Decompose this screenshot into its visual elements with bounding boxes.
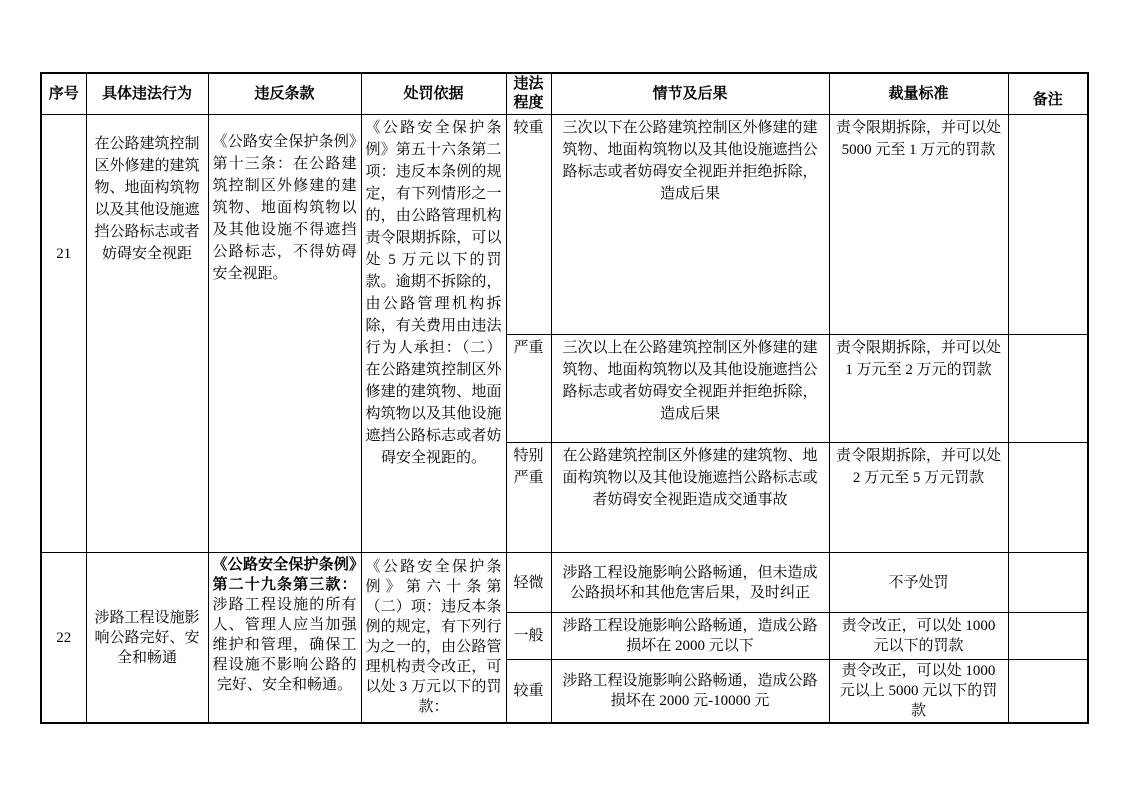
header-standard: 裁量标准 [829, 73, 1008, 115]
consequence-cell: 在公路建筑控制区外修建的建筑物、地面构筑物以及其他设施遮挡公路标志或者妨碍安全视距造成交通事故 [551, 443, 829, 553]
penalty-table [40, 72, 1089, 724]
consequence-cell: 涉路工程设施影响公路畅通，造成公路损坏在 2000 元-10000 元 [551, 660, 829, 724]
header-basis: 处罚依据 [361, 73, 506, 115]
note-cell [1008, 553, 1088, 613]
degree-cell: 一般 [506, 613, 551, 660]
standard-cell: 责令限期拆除，并可以处 2 万元至 5 万元罚款 [829, 443, 1008, 553]
header-row [41, 73, 1088, 115]
consequence-cell: 涉路工程设施影响公路畅通，造成公路损坏在 2000 元以下 [551, 613, 829, 660]
standard-cell: 责令限期拆除，并可以处 5000 元至 1 万元的罚款 [829, 115, 1008, 335]
note-cell [1008, 660, 1088, 724]
basis-cell: 《公路安全保护条例》第六十条第（二）项：违反本条例的规定，有下列行为之一的，由公路管理机构责令改正，可以处 3 万元以下的罚款： [361, 553, 506, 724]
standard-cell: 责令改正，可以处 1000 元以下的罚款 [829, 613, 1008, 660]
clause-text: 《公路安全保护条例》第十三条：在公路建筑控制区外修建的建筑物、地面构筑物以及其他设施不得遮挡公路标志，不得妨碍安全视距。 [212, 134, 357, 282]
note-cell [1008, 335, 1088, 443]
note-cell [1008, 443, 1088, 553]
degree-cell: 特别严重 [506, 443, 551, 553]
degree-cell: 较重 [506, 115, 551, 335]
serial-cell: 21 [41, 115, 86, 553]
header-consequence: 情节及后果 [551, 73, 829, 115]
table-row [41, 553, 1088, 613]
serial-cell: 22 [41, 553, 86, 724]
note-cell [1008, 613, 1088, 660]
standard-cell: 不予处罚 [829, 553, 1008, 613]
consequence-cell: 三次以下在公路建筑控制区外修建的建筑物、地面构筑物以及其他设施遮挡公路标志或者妨碍安全视距并拒绝拆除，造成后果 [551, 115, 829, 335]
header-note: 备注 [1008, 73, 1088, 115]
clause-bold-text: 《公路安全保护条例》第二十九条第三款： [212, 557, 357, 593]
clause-cell [208, 115, 361, 553]
header-degree: 违法程度 [506, 73, 551, 115]
standard-cell: 责令改正，可以处 1000 元以上 5000 元以下的罚款 [829, 660, 1008, 724]
note-cell [1008, 115, 1088, 335]
clause-cell [208, 553, 361, 724]
header-behavior: 具体违法行为 [86, 73, 208, 115]
consequence-cell: 涉路工程设施影响公路畅通，但未造成公路损坏和其他危害后果，及时纠正 [551, 553, 829, 613]
violation-cell: 涉路工程设施影响公路完好、安全和畅通 [86, 553, 208, 724]
header-serial: 序号 [41, 73, 86, 115]
degree-cell: 较重 [506, 660, 551, 724]
header-clause: 违反条款 [208, 73, 361, 115]
clause-text: 涉路工程设施的所有人、管理人应当加强维护和管理，确保工程设施不影响公路的完好、安全和畅通。 [212, 597, 357, 693]
basis-cell: 《公路安全保护条例》第五十六条第二项：违反本条例的规定，有下列情形之一的，由公路管理机构责令限期拆除，可以处 5 万元以下的罚款。逾期不拆除的，由公路管理机构拆除，有关费用由违法行为人承担：（二）在公路建筑控制区外修建的建筑物、地面构筑物以及其他设施遮挡公路标志或者妨碍安全视距的。 [361, 115, 506, 553]
standard-cell: 责令限期拆除，并可以处 1 万元至 2 万元的罚款 [829, 335, 1008, 443]
consequence-cell: 三次以上在公路建筑控制区外修建的建筑物、地面构筑物以及其他设施遮挡公路标志或者妨碍安全视距并拒绝拆除，造成后果 [551, 335, 829, 443]
degree-cell: 严重 [506, 335, 551, 443]
violation-cell: 在公路建筑控制区外修建的建筑物、地面构筑物以及其他设施遮挡公路标志或者妨碍安全视距 [86, 115, 208, 553]
table-row [41, 115, 1088, 335]
degree-cell: 轻微 [506, 553, 551, 613]
